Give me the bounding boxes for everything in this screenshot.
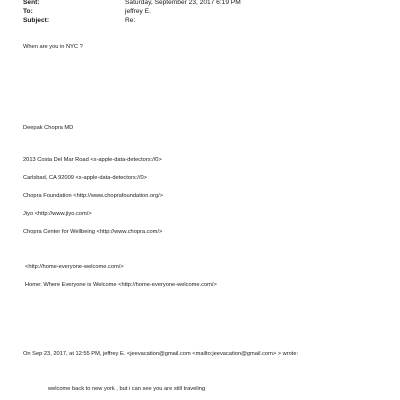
subject-label: Subject: <box>23 17 50 24</box>
to-value: jeffrey E. <box>125 8 151 15</box>
home-link[interactable]: <http://home-everyone-welcome.com/> <box>25 264 124 270</box>
wellbeing-link[interactable]: Chopra Center for Wellbeing <http://www.chopra.com/> <box>23 229 163 235</box>
home-line[interactable]: Home: Where Everyone is Welcome <http://home-everyone-welcome.com/> <box>25 282 217 288</box>
question-text: When are you in NYC ? <box>23 44 83 50</box>
jiyo-link[interactable]: Jiyo <http://www.jiyo.com/> <box>23 211 92 217</box>
sent-label: Sent: <box>23 0 40 6</box>
subject-value: Re: <box>125 17 136 24</box>
quote-intro: On Sep 23, 2017, at 12:55 PM, jeffrey E. <jeevacation@gmail.com <mailto:jeevacation@gmail.com> > wrote: <box>23 351 299 357</box>
address-line[interactable]: 2013 Costa Del Mar Road <x-apple-data-detectors://0> <box>23 157 162 163</box>
city-line[interactable]: Carlsbad, CA 92009 <x-apple-data-detectors://0> <box>23 175 147 181</box>
quoted-text: welcome back to new york , but i can see you are still traveling <box>48 386 206 392</box>
sent-value: Saturday, September 23, 2017 6:19 PM <box>125 0 241 6</box>
foundation-link[interactable]: Chopra Foundation <http://www.choprafoundation.org/> <box>23 193 164 199</box>
to-label: To: <box>23 8 33 15</box>
signature-name: Deepak Chopra MD <box>23 125 74 131</box>
